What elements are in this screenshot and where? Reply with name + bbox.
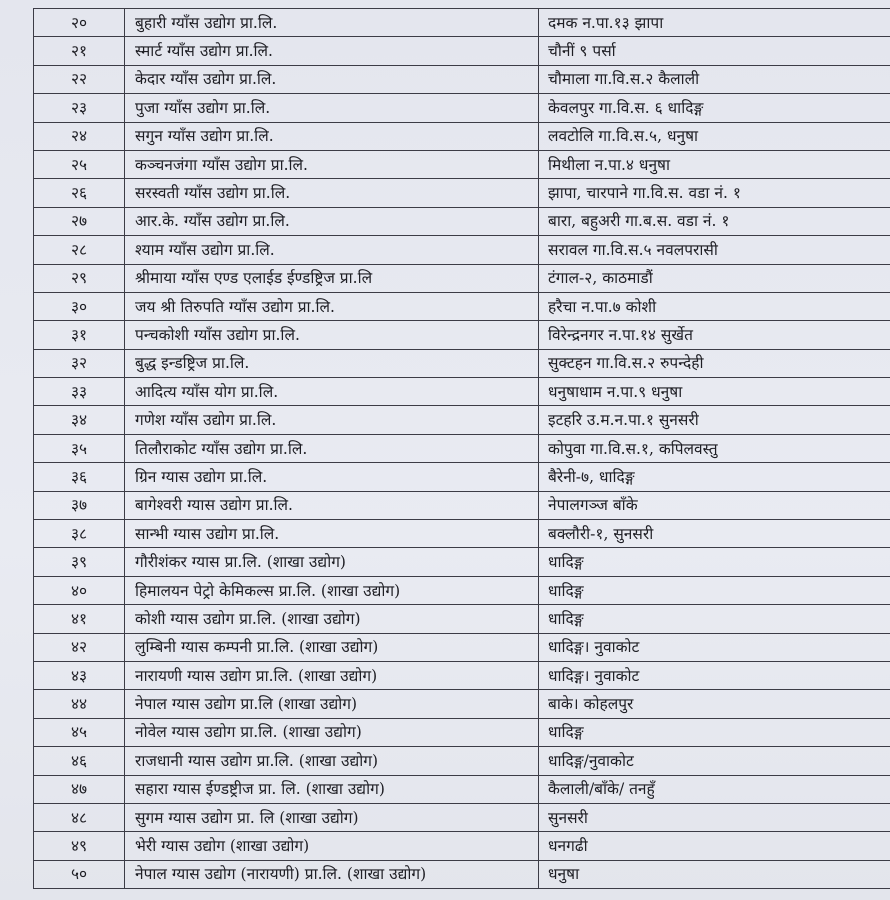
industry-address: धादिङ्ग/नुवाकोट [539, 747, 890, 775]
table-row [34, 9, 890, 37]
row-number: ५० [34, 860, 125, 888]
industry-address: धनुषा [539, 860, 890, 888]
row-number: २६ [34, 179, 125, 207]
industry-name: सान्भी ग्यास उद्योग प्रा.लि. [125, 520, 539, 548]
table-row [34, 264, 890, 292]
industry-name: केदार ग्याँस उद्योग प्रा.लि. [125, 65, 539, 93]
table-row [34, 236, 890, 264]
row-number: २२ [34, 65, 125, 93]
row-number: ४६ [34, 747, 125, 775]
industry-name: बुहारी ग्याँस उद्योग प्रा.लि. [125, 9, 539, 37]
row-number: ४९ [34, 832, 125, 860]
industry-name: बागेश्वरी ग्यास उद्योग प्रा.लि. [125, 491, 539, 519]
industry-name: सहारा ग्यास ईण्डष्ट्रीज प्रा. लि. (शाखा उद्योग) [125, 775, 539, 803]
table-row [34, 860, 890, 888]
row-number: ३४ [34, 406, 125, 434]
table-row [34, 65, 890, 93]
industry-address: सरावल गा.वि.स.५ नवलपरासी [539, 236, 890, 264]
table-row [34, 548, 890, 576]
row-number: २० [34, 9, 125, 37]
row-number: ३७ [34, 491, 125, 519]
table-row [34, 94, 890, 122]
industry-name: आदित्य ग्याँस योग प्रा.लि. [125, 378, 539, 406]
industry-name: ग्रिन ग्यास उद्योग प्रा.लि. [125, 463, 539, 491]
row-number: ३३ [34, 378, 125, 406]
table-row [34, 349, 890, 377]
industry-name: जय श्री तिरुपति ग्याँस उद्योग प्रा.लि. [125, 292, 539, 320]
industry-address: इटहरि उ.म.न.पा.१ सुनसरी [539, 406, 890, 434]
industry-name: नारायणी ग्यास उद्योग प्रा.लि. (शाखा उद्योग) [125, 661, 539, 689]
row-number: २३ [34, 94, 125, 122]
industry-address: चौनीं ९ पर्सा [539, 37, 890, 65]
industry-name: नेपाल ग्यास उद्योग (नारायणी) प्रा.लि. (शाखा उद्योग) [125, 860, 539, 888]
row-number: २९ [34, 264, 125, 292]
row-number: ४१ [34, 605, 125, 633]
industry-name: कोशी ग्यास उद्योग प्रा.लि. (शाखा उद्योग) [125, 605, 539, 633]
industry-name: गौरीशंकर ग्यास प्रा.लि. (शाखा उद्योग) [125, 548, 539, 576]
industry-address: धादिङ्ग। नुवाकोट [539, 661, 890, 689]
table-row [34, 378, 890, 406]
table-row [34, 775, 890, 803]
industry-address: धादिङ्ग [539, 548, 890, 576]
industry-address: कोपुवा गा.वि.स.१, कपिलवस्तु [539, 434, 890, 462]
table-row [34, 803, 890, 831]
table-body [34, 9, 890, 889]
row-number: ४३ [34, 661, 125, 689]
industry-address: धादिङ्ग [539, 718, 890, 746]
row-number: २१ [34, 37, 125, 65]
industry-address: हरैचा न.पा.७ कोशी [539, 292, 890, 320]
table-row [34, 661, 890, 689]
table-row [34, 491, 890, 519]
row-number: २५ [34, 150, 125, 178]
industry-name: नोवेल ग्यास उद्योग प्रा.लि. (शाखा उद्योग) [125, 718, 539, 746]
industry-name: सगुन ग्याँस उद्योग प्रा.लि. [125, 122, 539, 150]
industry-address: नेपालगञ्ज बाँके [539, 491, 890, 519]
industry-name: भेरी ग्यास उद्योग (शाखा उद्योग) [125, 832, 539, 860]
row-number: ३२ [34, 349, 125, 377]
industry-address: धादिङ्ग। नुवाकोट [539, 633, 890, 661]
table-row [34, 463, 890, 491]
row-number: ३० [34, 292, 125, 320]
table-row [34, 321, 890, 349]
row-number: ४४ [34, 690, 125, 718]
table-row [34, 37, 890, 65]
industry-address: सुक्टहन गा.वि.स.२ रुपन्देही [539, 349, 890, 377]
industry-name: नेपाल ग्यास उद्योग प्रा.लि (शाखा उद्योग) [125, 690, 539, 718]
row-number: ३१ [34, 321, 125, 349]
table-row [34, 633, 890, 661]
row-number: ४० [34, 576, 125, 604]
industry-name: लुम्बिनी ग्यास कम्पनी प्रा.लि. (शाखा उद्योग) [125, 633, 539, 661]
table-row [34, 122, 890, 150]
industry-name: बुद्ध इन्डष्ट्रिज प्रा.लि. [125, 349, 539, 377]
row-number: ४५ [34, 718, 125, 746]
industry-address: धनगढी [539, 832, 890, 860]
industry-name: श्रीमाया ग्याँस एण्ड एलाईड ईण्डष्ट्रिज प्रा.लि [125, 264, 539, 292]
table-row [34, 292, 890, 320]
row-number: ४८ [34, 803, 125, 831]
industry-address: धादिङ्ग [539, 605, 890, 633]
industry-address: मिथीला न.पा.४ धनुषा [539, 150, 890, 178]
row-number: २८ [34, 236, 125, 264]
table-row [34, 150, 890, 178]
industry-name: श्याम ग्याँस उद्योग प्रा.लि. [125, 236, 539, 264]
table-row [34, 406, 890, 434]
industry-address: टंगाल-२, काठमाडौं [539, 264, 890, 292]
table-row [34, 576, 890, 604]
row-number: ३९ [34, 548, 125, 576]
industry-address: दमक न.पा.१३ झापा [539, 9, 890, 37]
industry-address: झापा, चारपाने गा.वि.स. वडा नं. १ [539, 179, 890, 207]
row-number: ४२ [34, 633, 125, 661]
industry-address: चौमाला गा.वि.स.२ कैलाली [539, 65, 890, 93]
table-row [34, 718, 890, 746]
industry-address: बक्लौरी-१, सुनसरी [539, 520, 890, 548]
industry-address: बारा, बहुअरी गा.ब.स. वडा नं. १ [539, 207, 890, 235]
industry-address: धादिङ्ग [539, 576, 890, 604]
industry-address: विरेन्द्रनगर न.पा.१४ सुर्खेत [539, 321, 890, 349]
industry-address: केवलपुर गा.वि.स. ६ धादिङ्ग [539, 94, 890, 122]
industry-name: सुगम ग्यास उद्योग प्रा. लि (शाखा उद्योग) [125, 803, 539, 831]
industry-name: सरस्वती ग्याँस उद्योग प्रा.लि. [125, 179, 539, 207]
row-number: ३६ [34, 463, 125, 491]
row-number: २७ [34, 207, 125, 235]
row-number: २४ [34, 122, 125, 150]
industry-address: धनुषाधाम न.पा.९ धनुषा [539, 378, 890, 406]
table-row [34, 520, 890, 548]
gas-industry-table [33, 8, 890, 889]
industry-name: राजधानी ग्यास उद्योग प्रा.लि. (शाखा उद्योग) [125, 747, 539, 775]
industry-name: हिमालयन पेट्रो केमिकल्स प्रा.लि. (शाखा उद्योग) [125, 576, 539, 604]
industry-address: बाके। कोहलपुर [539, 690, 890, 718]
industry-name: पुजा ग्याँस उद्योग प्रा.लि. [125, 94, 539, 122]
industry-name: पन्चकोशी ग्याँस उद्योग प्रा.लि. [125, 321, 539, 349]
table-row [34, 207, 890, 235]
table-row [34, 179, 890, 207]
row-number: ४७ [34, 775, 125, 803]
industry-address: लवटोलि गा.वि.स.५, धनुषा [539, 122, 890, 150]
table-row [34, 690, 890, 718]
industry-name: गणेश ग्याँस उद्योग प्रा.लि. [125, 406, 539, 434]
row-number: ३८ [34, 520, 125, 548]
industry-name: स्मार्ट ग्याँस उद्योग प्रा.लि. [125, 37, 539, 65]
table-row [34, 605, 890, 633]
table-row [34, 747, 890, 775]
industry-address: सुनसरी [539, 803, 890, 831]
industry-address: बैरेनी-७, धादिङ्ग [539, 463, 890, 491]
industry-address: कैलाली/बाँके/ तनहुँ [539, 775, 890, 803]
table-row [34, 434, 890, 462]
industry-name: कञ्चनजंगा ग्याँस उद्योग प्रा.लि. [125, 150, 539, 178]
industry-name: तिलौराकोट ग्याँस उद्योग प्रा.लि. [125, 434, 539, 462]
row-number: ३५ [34, 434, 125, 462]
table-row [34, 832, 890, 860]
industry-name: आर.के. ग्याँस उद्योग प्रा.लि. [125, 207, 539, 235]
